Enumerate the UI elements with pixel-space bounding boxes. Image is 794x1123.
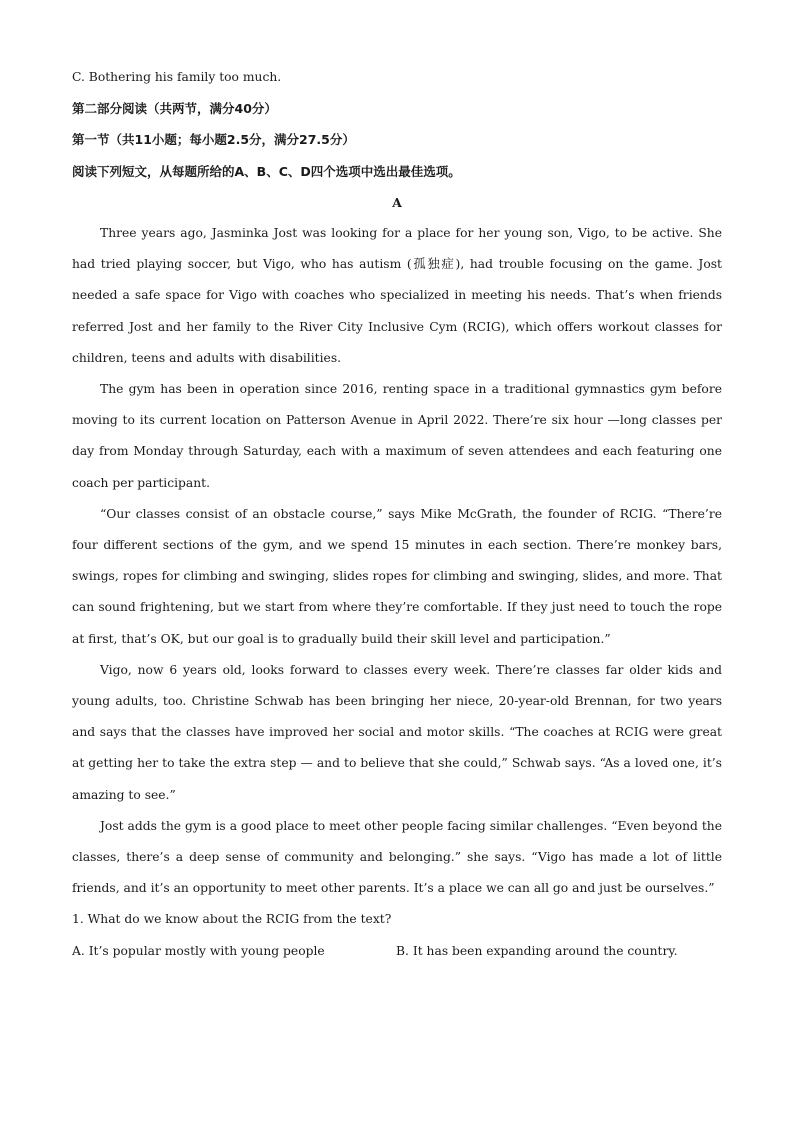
paragraph-4: Vigo, now 6 years old, looks forward to classes every week. There’re classes far older kids and young adults, too. Christine Schwab has been bringing her niece, 20-year-old Brennan, for two years and says that the classes have improved her social and motor skills. “The coaches at RCIG were great at getting her to take the extra step — and to believe that she could,” Schwab says. “As a loved one, it’s amazing to see.” bbox=[72, 662, 722, 802]
paragraph-5: Jost adds the gym is a good place to meet other people facing similar challenges. “Even beyond the classes, there’s a deep sense of community and belonging.” she says. “Vigo has made a lot of little friends, and it’s an opportunity to meet other parents. It’s a place we can all go and just be ourselves.” bbox=[72, 818, 722, 896]
paragraph-1: Three years ago, Jasminka Jost was looking for a place for her young son, Vigo, to be active. She had tried playing soccer, but Vigo, who has autism (孤独症), had trouble focusing on the game. Jost needed a safe space for Vigo with coaches who specialized in meeting his needs. That’s when friends referred Jost and her family to the River City Inclusive Cym (RCIG), which offers workout classes for children, teens and adults with disabilities. bbox=[72, 226, 722, 365]
question-1-options bbox=[72, 936, 722, 967]
option-b: B. It has been expanding around the country. bbox=[396, 943, 678, 958]
paragraph-2: The gym has been in operation since 2016, renting space in a traditional gymnastics gym before moving to its current location on Patterson Avenue in April 2022. There’re six hour —long classes per day from Monday through Saturday, each with a maximum of seven attendees and each featuring one coach per participant. bbox=[72, 382, 722, 490]
question-1: 1. What do we know about the RCIG from the text? bbox=[72, 912, 392, 927]
passage-label: A bbox=[392, 194, 402, 210]
passage-body bbox=[72, 218, 722, 904]
paragraph-3: “Our classes consist of an obstacle course,” says Mike McGrath, the founder of RCIG. “There’re four different sections of the gym, and we spend 15 minutes in each section. There’re monkey bars, swings, ropes for climbing and swinging, slides ropes for climbing and swinging, slides, and more. That can sound frightening, but we start from where they’re comfortable. If they just need to touch the rope at first, that’s OK, but our goal is to gradually build their skill level and participation.” bbox=[72, 506, 722, 646]
instruction: 阅读下列短文，从每题所给的A、B、C、D四个选项中选出最佳选项。 bbox=[72, 163, 461, 179]
document-page bbox=[72, 62, 722, 967]
previous-option-c: C. Bothering his family too much. bbox=[72, 70, 282, 84]
option-a: A. It’s popular mostly with young people bbox=[72, 943, 325, 958]
part-title: 第二部分阅读（共两节，满分40分） bbox=[72, 101, 277, 117]
section-title: 第一节（共11小题；每小题2.5分，满分27.5分） bbox=[72, 132, 355, 148]
